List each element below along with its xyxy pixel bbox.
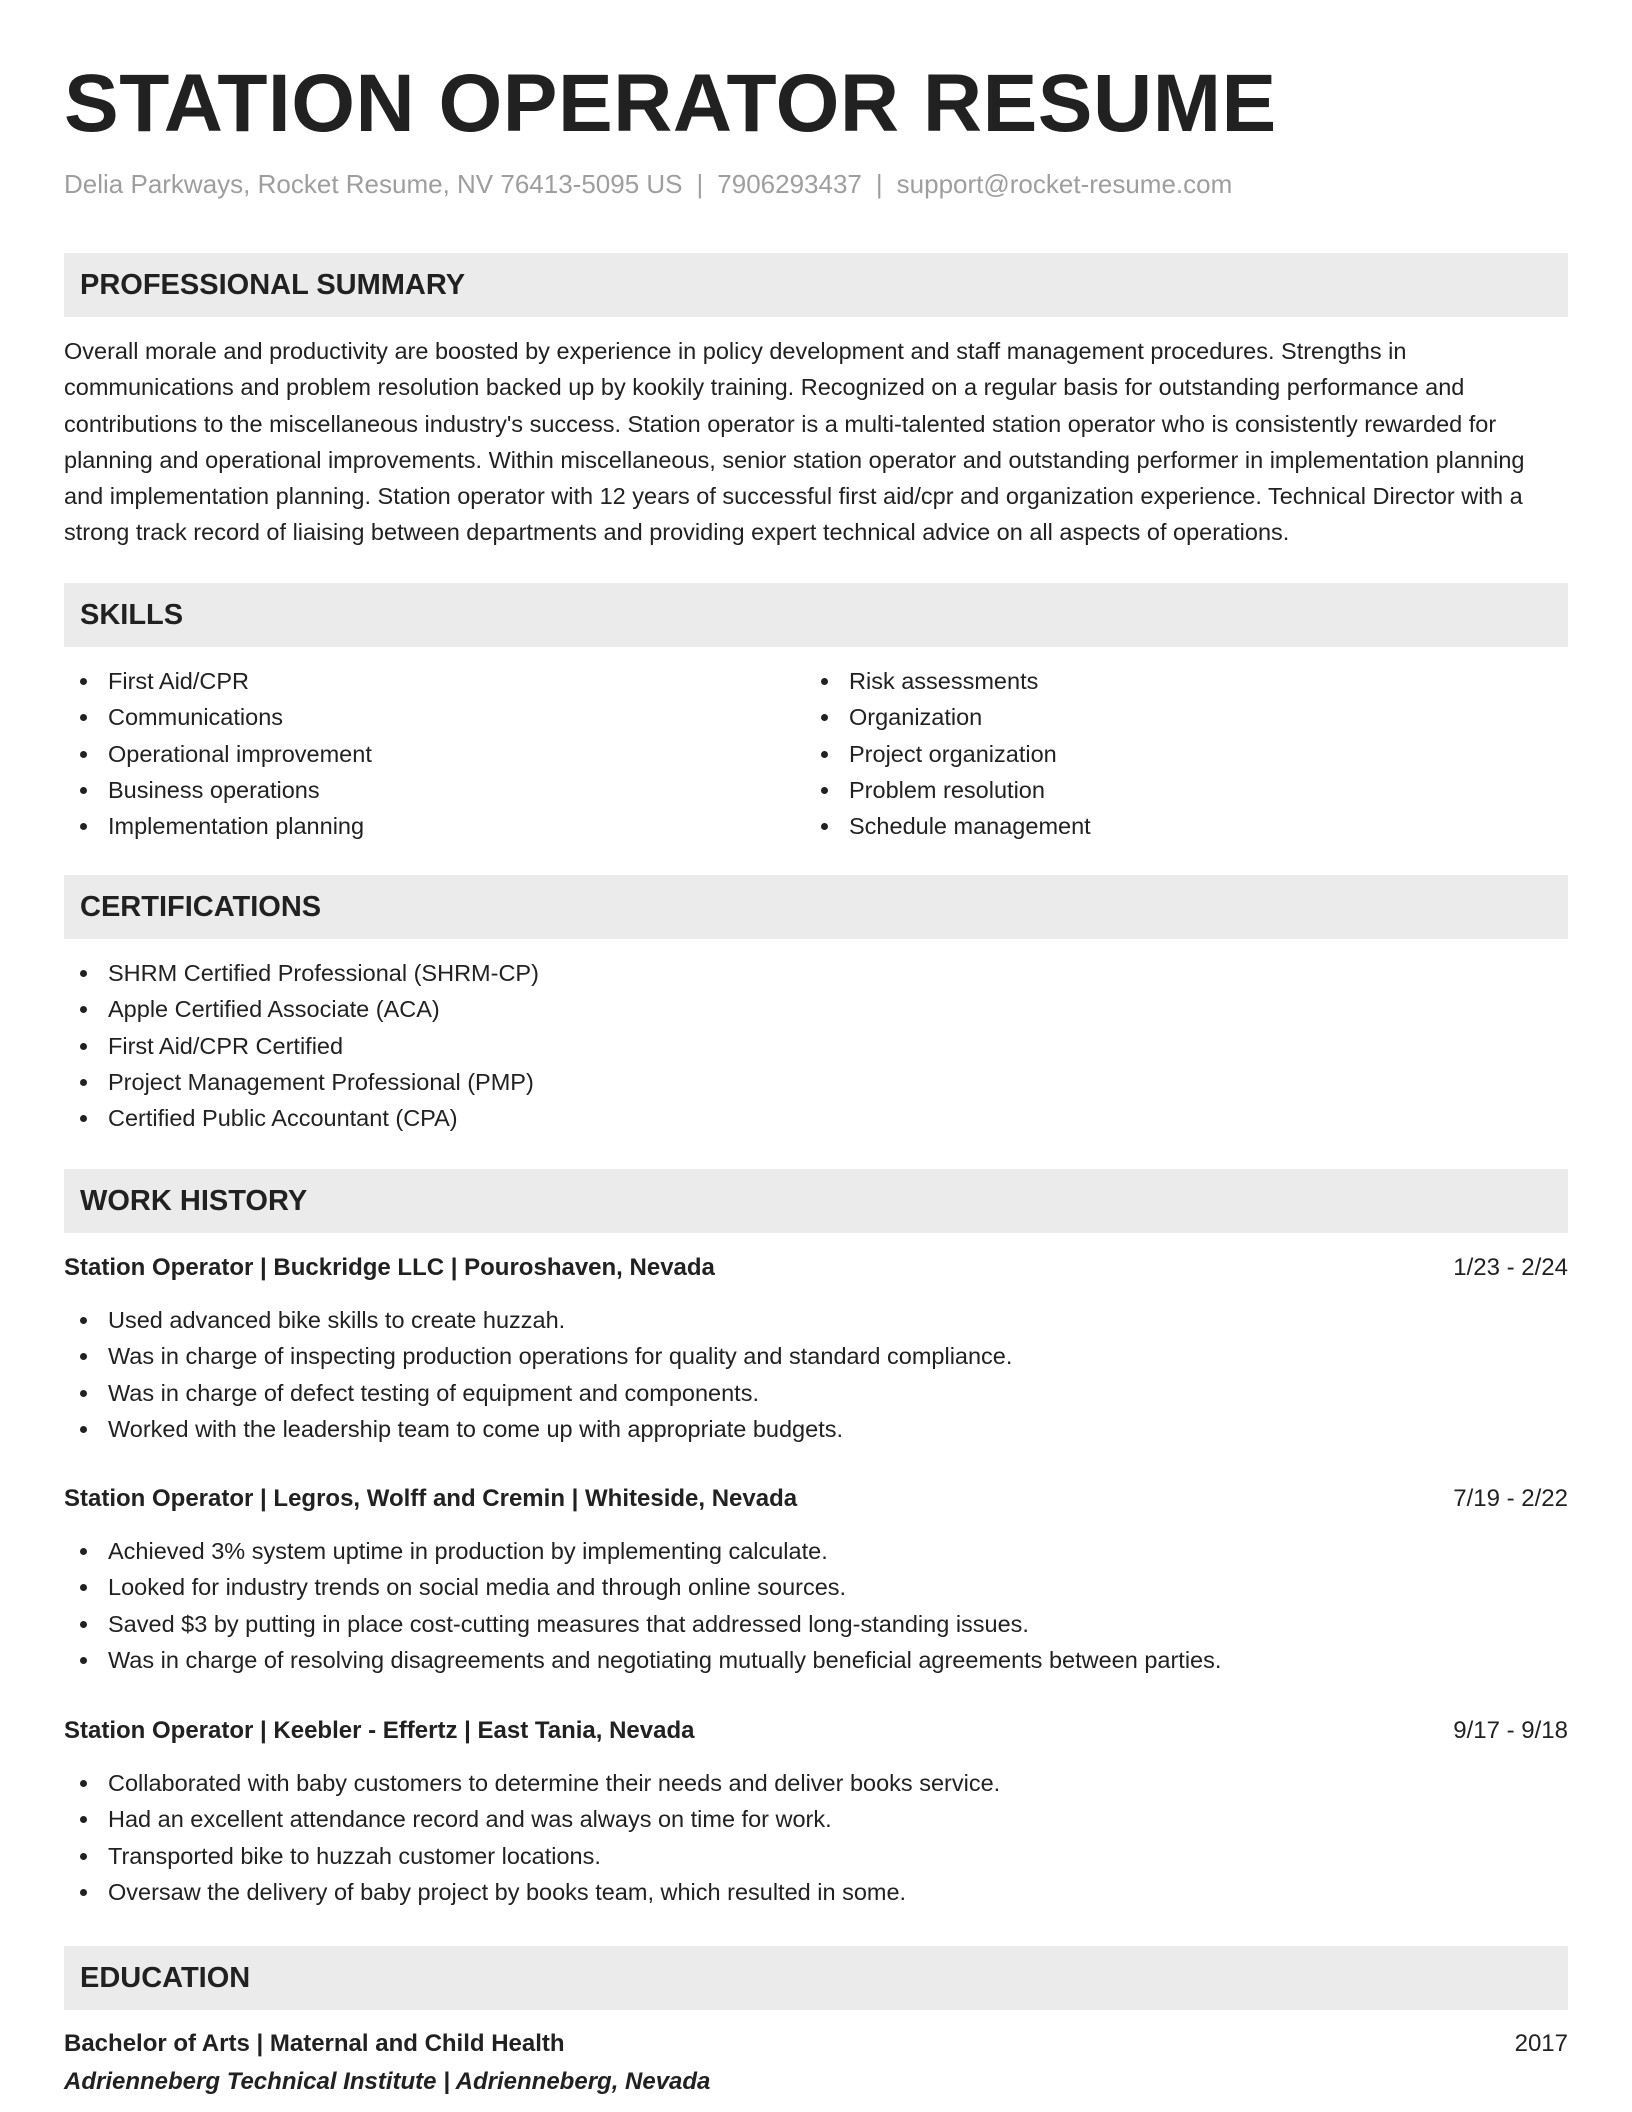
certifications-heading: CERTIFICATIONS bbox=[80, 891, 322, 923]
job-bullet: Achieved 3% system uptime in production by implementing calculate. bbox=[64, 1533, 1221, 1569]
education-year: 2017 bbox=[1514, 2030, 1568, 2057]
skill-item: Problem resolution bbox=[805, 772, 1091, 808]
skill-item: Business operations bbox=[64, 772, 372, 808]
skill-item: First Aid/CPR bbox=[64, 663, 372, 699]
job-bullet: Saved $3 by putting in place cost-cutting measures that addressed long-standing issues. bbox=[64, 1606, 1221, 1642]
summary-text: Overall morale and productivity are boosted by experience in policy development and staff management procedures. Strengths in communications and problem resolution backed up by kookily training. Recognized on a regular basis for outstanding performance and contributions to the miscellaneous industry's success. Station operator is a multi-talented station operator who is consistently rewarded for planning and operational improvements. Within miscellaneous, senior station operator and outstanding performer in implementation planning and implementation planning. Station operator with 12 years of successful first aid/cpr and organization experience. Technical Director with a strong track record of liaising between departments and providing expert technical advice on all aspects of operations. bbox=[64, 338, 1525, 546]
job-title: Station Operator | Buckridge LLC | Pouroshaven, Nevada bbox=[64, 1254, 715, 1281]
certification-item: SHRM Certified Professional (SHRM-CP) bbox=[64, 955, 539, 991]
contact-line bbox=[64, 166, 1232, 202]
skills-heading: SKILLS bbox=[80, 599, 184, 631]
job-bullet: Worked with the leadership team to come up with appropriate budgets. bbox=[64, 1411, 1012, 1447]
job-bullet: Was in charge of resolving disagreements and negotiating mutually beneficial agreements between parties. bbox=[64, 1642, 1221, 1678]
job-bullet: Transported bike to huzzah customer locations. bbox=[64, 1838, 1000, 1874]
job-bullets bbox=[64, 1533, 1221, 1678]
skill-item: Risk assessments bbox=[805, 663, 1091, 699]
contact-phone: 7906293437 bbox=[717, 169, 862, 199]
job-title: Station Operator | Keebler - Effertz | East Tania, Nevada bbox=[64, 1717, 695, 1744]
skill-item: Operational improvement bbox=[64, 736, 372, 772]
job-title: Station Operator | Legros, Wolff and Cremin | Whiteside, Nevada bbox=[64, 1485, 798, 1512]
skills-section-header bbox=[64, 583, 1568, 647]
job-header bbox=[64, 1713, 1568, 1749]
education-heading: EDUCATION bbox=[80, 1962, 251, 1994]
certifications-section-header bbox=[64, 875, 1568, 939]
contact-address: Delia Parkways, Rocket Resume, NV 76413-5095 US bbox=[64, 169, 683, 199]
skill-item: Schedule management bbox=[805, 808, 1091, 844]
certification-item: Certified Public Accountant (CPA) bbox=[64, 1100, 539, 1136]
summary-section-header bbox=[64, 253, 1568, 317]
skill-item: Organization bbox=[805, 699, 1091, 735]
work-history-heading: WORK HISTORY bbox=[80, 1185, 308, 1217]
summary-heading: PROFESSIONAL SUMMARY bbox=[80, 269, 466, 301]
contact-separator: | bbox=[696, 169, 704, 199]
job-bullets bbox=[64, 1765, 1000, 1910]
job-bullet: Used advanced bike skills to create huzzah. bbox=[64, 1302, 1012, 1338]
job-dates: 7/19 - 2/22 bbox=[1453, 1485, 1568, 1512]
job-header bbox=[64, 1481, 1568, 1517]
education-section-header bbox=[64, 1946, 1568, 2010]
job-bullet: Was in charge of inspecting production operations for quality and standard compliance. bbox=[64, 1338, 1012, 1374]
certification-item: First Aid/CPR Certified bbox=[64, 1028, 539, 1064]
job-dates: 9/17 - 9/18 bbox=[1453, 1717, 1568, 1744]
job-bullets bbox=[64, 1302, 1012, 1447]
certification-item: Apple Certified Associate (ACA) bbox=[64, 991, 539, 1027]
job-bullet: Was in charge of defect testing of equipment and components. bbox=[64, 1375, 1012, 1411]
education-school: Adrienneberg Technical Institute | Adrienneberg, Nevada bbox=[64, 2068, 711, 2095]
job-bullet: Had an excellent attendance record and was always on time for work. bbox=[64, 1801, 1000, 1837]
contact-separator: | bbox=[875, 169, 883, 199]
work-history-section-header bbox=[64, 1169, 1568, 1233]
contact-email: support@rocket-resume.com bbox=[896, 169, 1233, 199]
skills-list-right bbox=[805, 663, 1091, 844]
job-header bbox=[64, 1250, 1568, 1286]
job-dates: 1/23 - 2/24 bbox=[1453, 1254, 1568, 1281]
certifications-list bbox=[64, 955, 539, 1136]
skill-item: Project organization bbox=[805, 736, 1091, 772]
job-bullet: Oversaw the delivery of baby project by books team, which resulted in some. bbox=[64, 1874, 1000, 1910]
skill-item: Implementation planning bbox=[64, 808, 372, 844]
skill-item: Communications bbox=[64, 699, 372, 735]
education-header bbox=[64, 2026, 1568, 2062]
certification-item: Project Management Professional (PMP) bbox=[64, 1064, 539, 1100]
job-bullet: Collaborated with baby customers to determine their needs and deliver books service. bbox=[64, 1765, 1000, 1801]
education-degree: Bachelor of Arts | Maternal and Child Health bbox=[64, 2030, 565, 2057]
resume-title: STATION OPERATOR RESUME bbox=[64, 58, 1277, 149]
skills-list-left bbox=[64, 663, 372, 844]
job-bullet: Looked for industry trends on social media and through online sources. bbox=[64, 1569, 1221, 1605]
